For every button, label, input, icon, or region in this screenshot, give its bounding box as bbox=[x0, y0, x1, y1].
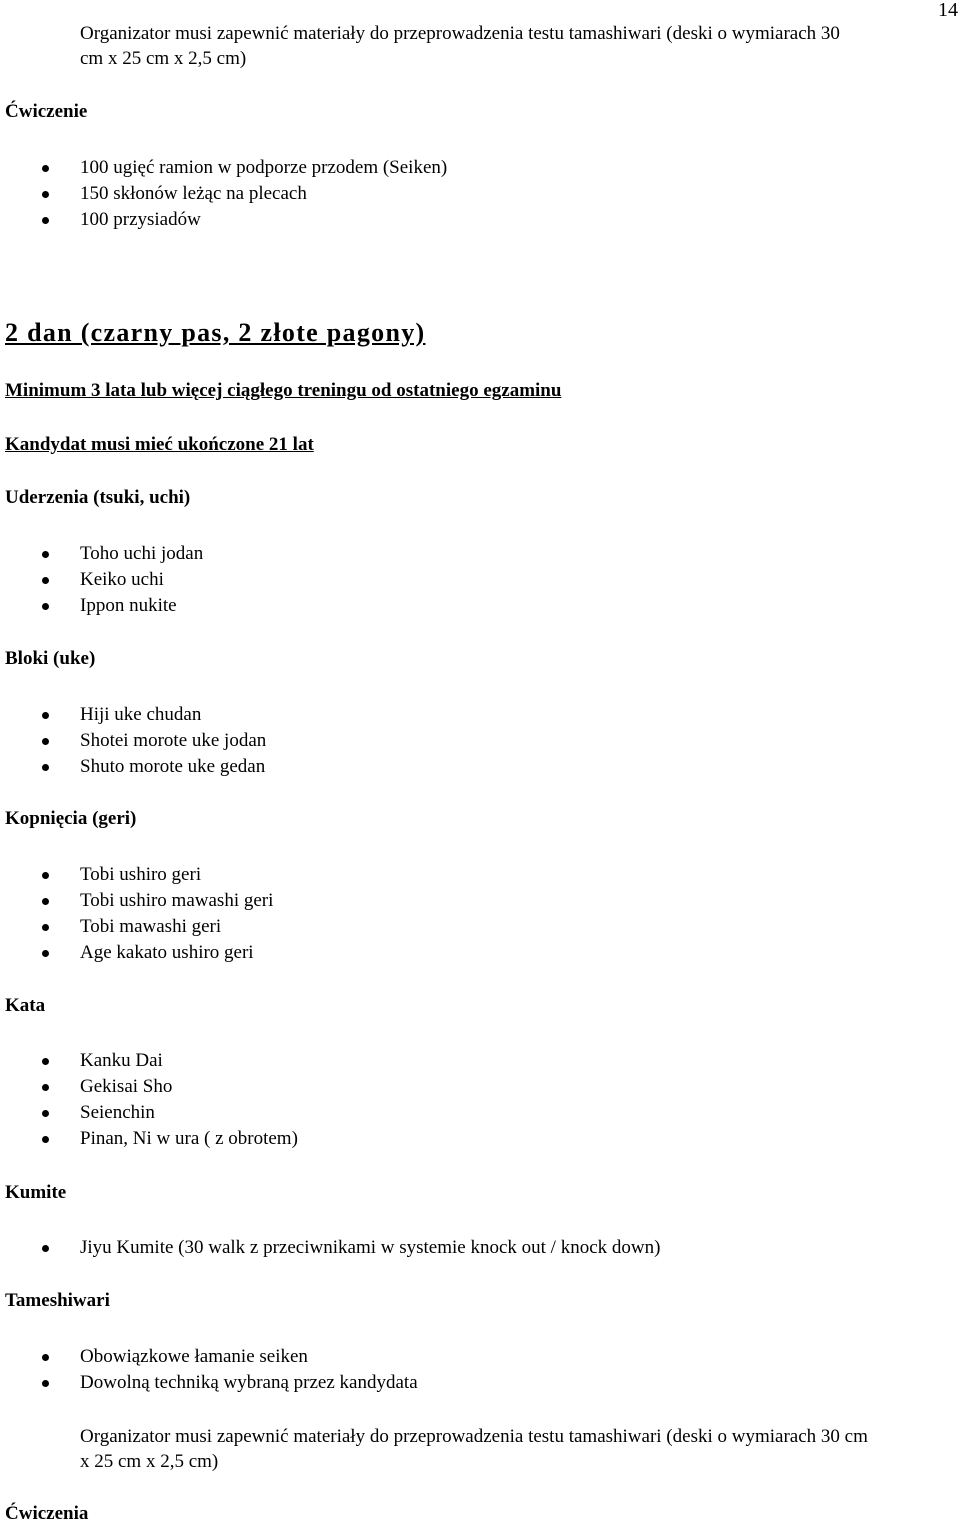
kata-list bbox=[0, 1048, 298, 1152]
list-item: Ippon nukite bbox=[0, 593, 203, 619]
list-item: Keiko uchi bbox=[0, 567, 203, 593]
list-item: 150 skłonów leżąc na plecach bbox=[0, 181, 447, 207]
kicks-list bbox=[0, 862, 273, 966]
top-note-line-2: cm x 25 cm x 2,5 cm) bbox=[80, 48, 247, 69]
bottom-materials-note bbox=[80, 1424, 868, 1474]
strikes-heading: Uderzenia (tsuki, uchi) bbox=[5, 487, 191, 508]
list-item: Toho uchi jodan bbox=[0, 541, 203, 567]
tameshiwari-heading: Tameshiwari bbox=[5, 1290, 110, 1311]
kicks-heading: Kopnięcia (geri) bbox=[5, 808, 137, 829]
top-materials-note bbox=[80, 21, 840, 71]
list-item: Dowolną techniką wybraną przez kandydata bbox=[0, 1370, 418, 1396]
list-item: 100 ugięć ramion w podporze przodem (Seiken) bbox=[0, 155, 447, 181]
list-item: Obowiązkowe łamanie seiken bbox=[0, 1344, 418, 1370]
list-item: Shotei morote uke jodan bbox=[0, 728, 266, 754]
top-note-line-1: Organizator musi zapewnić materiały do przeprowadzenia testu tamashiwari (deski o wymiarach 30 bbox=[80, 23, 840, 44]
age-requirement: Kandydat musi mieć ukończone 21 lat bbox=[5, 434, 314, 455]
grade-title: 2 dan (czarny pas, 2 złote pagony) bbox=[5, 318, 426, 347]
blocks-heading: Bloki (uke) bbox=[5, 648, 96, 669]
exercise-heading: Ćwiczenie bbox=[5, 101, 88, 122]
list-item: Gekisai Sho bbox=[0, 1074, 298, 1100]
list-item: Kanku Dai bbox=[0, 1048, 298, 1074]
strikes-list bbox=[0, 541, 203, 619]
page-number: 14 bbox=[938, 0, 958, 21]
blocks-list bbox=[0, 702, 266, 780]
exercises-heading: Ćwiczenia bbox=[5, 1503, 89, 1524]
list-item: Tobi mawashi geri bbox=[0, 914, 273, 940]
kumite-list bbox=[0, 1235, 660, 1261]
list-item: Pinan, Ni w ura ( z obrotem) bbox=[0, 1126, 298, 1152]
list-item: Tobi ushiro mawashi geri bbox=[0, 888, 273, 914]
list-item: Age kakato ushiro geri bbox=[0, 940, 273, 966]
kata-heading: Kata bbox=[5, 995, 46, 1016]
list-item: Tobi ushiro geri bbox=[0, 862, 273, 888]
kumite-heading: Kumite bbox=[5, 1182, 67, 1203]
exercise-list bbox=[0, 155, 447, 233]
tameshiwari-list bbox=[0, 1344, 418, 1396]
training-requirement: Minimum 3 lata lub więcej ciągłego treningu od ostatniego egzaminu bbox=[5, 380, 562, 401]
list-item: 100 przysiadów bbox=[0, 207, 447, 233]
list-item: Hiji uke chudan bbox=[0, 702, 266, 728]
bottom-note-line-2: x 25 cm x 2,5 cm) bbox=[80, 1451, 219, 1472]
bottom-note-line-1: Organizator musi zapewnić materiały do przeprowadzenia testu tamashiwari (deski o wymiarach 30 cm bbox=[80, 1426, 868, 1447]
list-item: Seienchin bbox=[0, 1100, 298, 1126]
list-item: Shuto morote uke gedan bbox=[0, 754, 266, 780]
list-item: Jiyu Kumite (30 walk z przeciwnikami w systemie knock out / knock down) bbox=[0, 1235, 660, 1261]
